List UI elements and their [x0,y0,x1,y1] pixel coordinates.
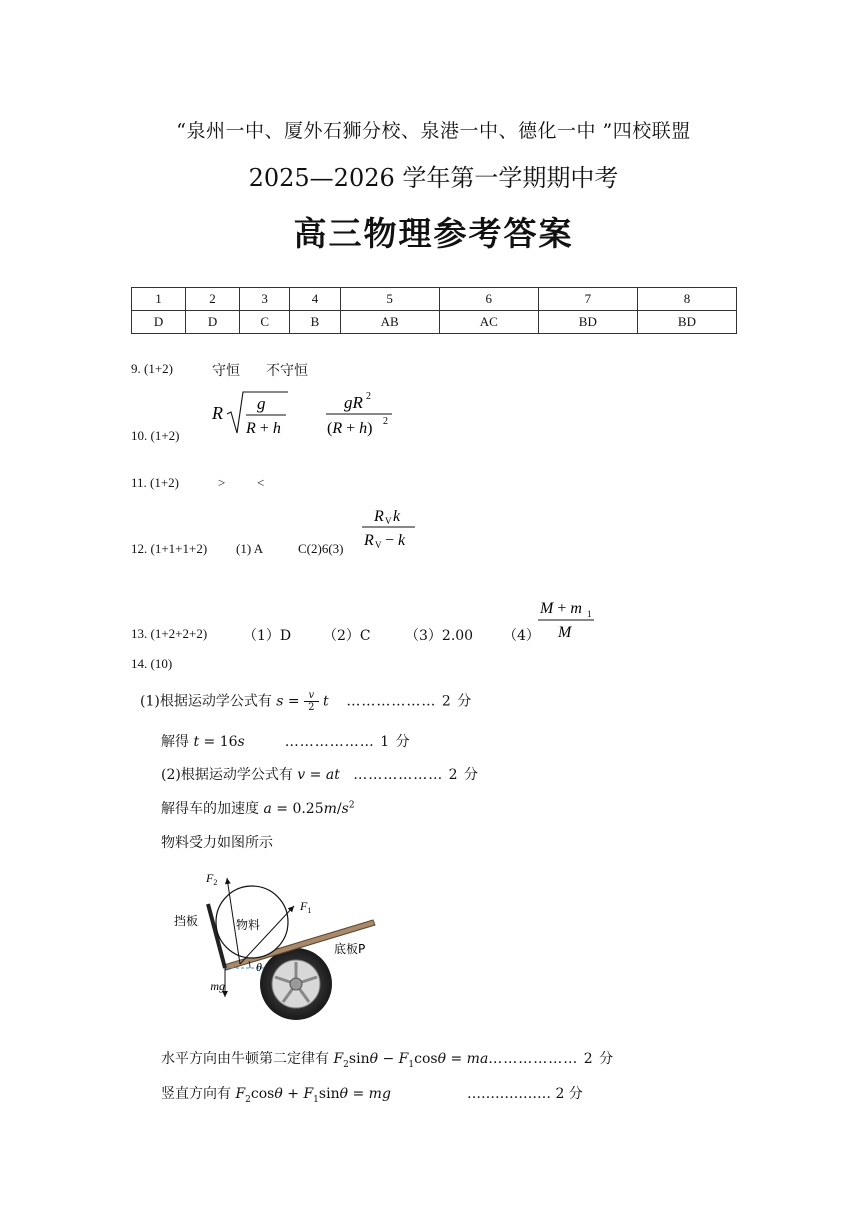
q14-step2-text: 解得 [161,734,189,750]
table-cell: 1 [132,288,186,311]
svg-text:R: R [374,508,384,525]
wheel-hub [290,978,302,990]
svg-text:R: R [212,403,223,423]
q14-step2-score: ……………… 1 分 [284,734,411,750]
table-cell: 7 [538,288,637,311]
q13-answer4: （4） [503,628,540,644]
q14-step1-score: ……………… 2 分 [346,693,473,710]
q10-formula-fraction [322,386,396,442]
q10-formula-sqrt [210,388,290,440]
label-theta: θ [256,960,262,974]
svg-text:− k: − k [385,532,406,549]
q13-label: 13. (1+2+2+2) [131,626,208,641]
q14-step6-score: ……………… 2 分 [488,1051,615,1067]
q14-step3: (2)根据运动学公式有 v = at ……………… 2 分 [161,767,480,783]
q14-step3-score: ……………… 2 分 [353,767,480,783]
table-row-numbers [132,288,737,311]
table-cell: 4 [290,288,340,311]
q13-answer3: （3）2.00 [405,628,474,644]
table-cell: 5 [340,288,439,311]
q14-step5: 物料受力如图所示 [161,835,273,851]
q11-answer2: < [257,475,265,490]
q12-answer2: C(2)6(3) [298,541,344,556]
answer-table [131,287,737,334]
q14-step1-text: (1)根据运动学公式有 [140,693,272,710]
label-material: 物料 [236,918,261,932]
q13-answer1: （1）D [243,628,292,644]
q14-step1: (1)根据运动学公式有 s = $\frac{v}{2}$ t ……………… 2 分 [140,690,473,713]
table-cell: 8 [637,288,736,311]
label-bottom-plate: 底板P [334,942,366,956]
q9-answer1: 守恒 [212,363,240,379]
q14-step2: 解得 t = 16s ……………… 1 分 [161,734,411,750]
q10-label: 10. (1+2) [131,428,180,443]
svg-text:V: V [375,540,382,550]
label-mg: mg [210,979,225,993]
q14-step7-score: ……………… 2 分 [467,1086,583,1102]
label-f2: $F_2$ [206,871,218,887]
q9-answer2: 不守恒 [266,363,308,379]
table-cell: BD [637,311,736,334]
table-cell: AB [340,311,439,334]
q11-answer1: > [218,475,226,490]
q14-label: 14. (10) [131,656,173,671]
label-f1: $F_1$ [300,899,312,915]
svg-text:M + m: M + m [540,600,582,617]
q13-formula [536,595,600,645]
q13-answer2: （2）C [323,628,371,644]
header-line1: “泉州一中、厦外石狮分校、泉港一中、德化一中 ”四校联盟 [176,120,691,142]
svg-text:2: 2 [383,416,388,427]
table-cell: BD [538,311,637,334]
table-cell: AC [439,311,538,334]
table-cell: B [290,311,340,334]
force-diagram [170,862,390,1032]
q12-formula [360,500,420,552]
q14-step4-text: 解得车的加速度 [161,801,259,817]
q9-label: 9. (1+2) [131,361,173,376]
q14-step7: 竖直方向有 $F_2\cos\theta + F_1\sin\theta$ = mg [161,1086,391,1105]
q14-step6-text: 水平方向由牛顿第二定律有 [161,1051,329,1067]
header-line2: 2025—2026 学年第一学期期中考 [248,164,619,192]
svg-text:gR: gR [344,393,363,412]
table-cell: C [240,311,290,334]
svg-text:k: k [393,508,401,525]
svg-text:g: g [257,394,266,413]
q14-step4: 解得车的加速度 $a = 0.25m/s^2$ [161,800,355,817]
q14-step7-text: 竖直方向有 [161,1086,231,1102]
table-cell: D [186,311,240,334]
table-cell: D [132,311,186,334]
q12-answer1: (1) A [236,541,264,556]
label-baffle: 挡板 [174,914,199,928]
svg-text:M: M [558,624,572,641]
table-row-answers [132,311,737,334]
page-title: 高三物理参考答案 [293,214,574,253]
svg-text:R: R [364,532,374,549]
q12-label: 12. (1+1+1+2) [131,541,208,556]
svg-text:2: 2 [366,391,371,402]
q11-label: 11. (1+2) [131,475,180,490]
table-cell: 6 [439,288,538,311]
table-cell: 3 [240,288,290,311]
q14-step3-text: (2)根据运动学公式有 [161,767,293,783]
svg-text:V: V [385,516,392,526]
svg-text:1: 1 [587,609,592,619]
svg-text:(R + h): (R + h) [327,420,373,437]
svg-text:R + h: R + h [246,420,281,437]
table-cell: 2 [186,288,240,311]
q14-step6: 水平方向由牛顿第二定律有 $F_2\sin\theta - F_1\cos\theta$ = ma……………… 2 分 [161,1051,615,1070]
